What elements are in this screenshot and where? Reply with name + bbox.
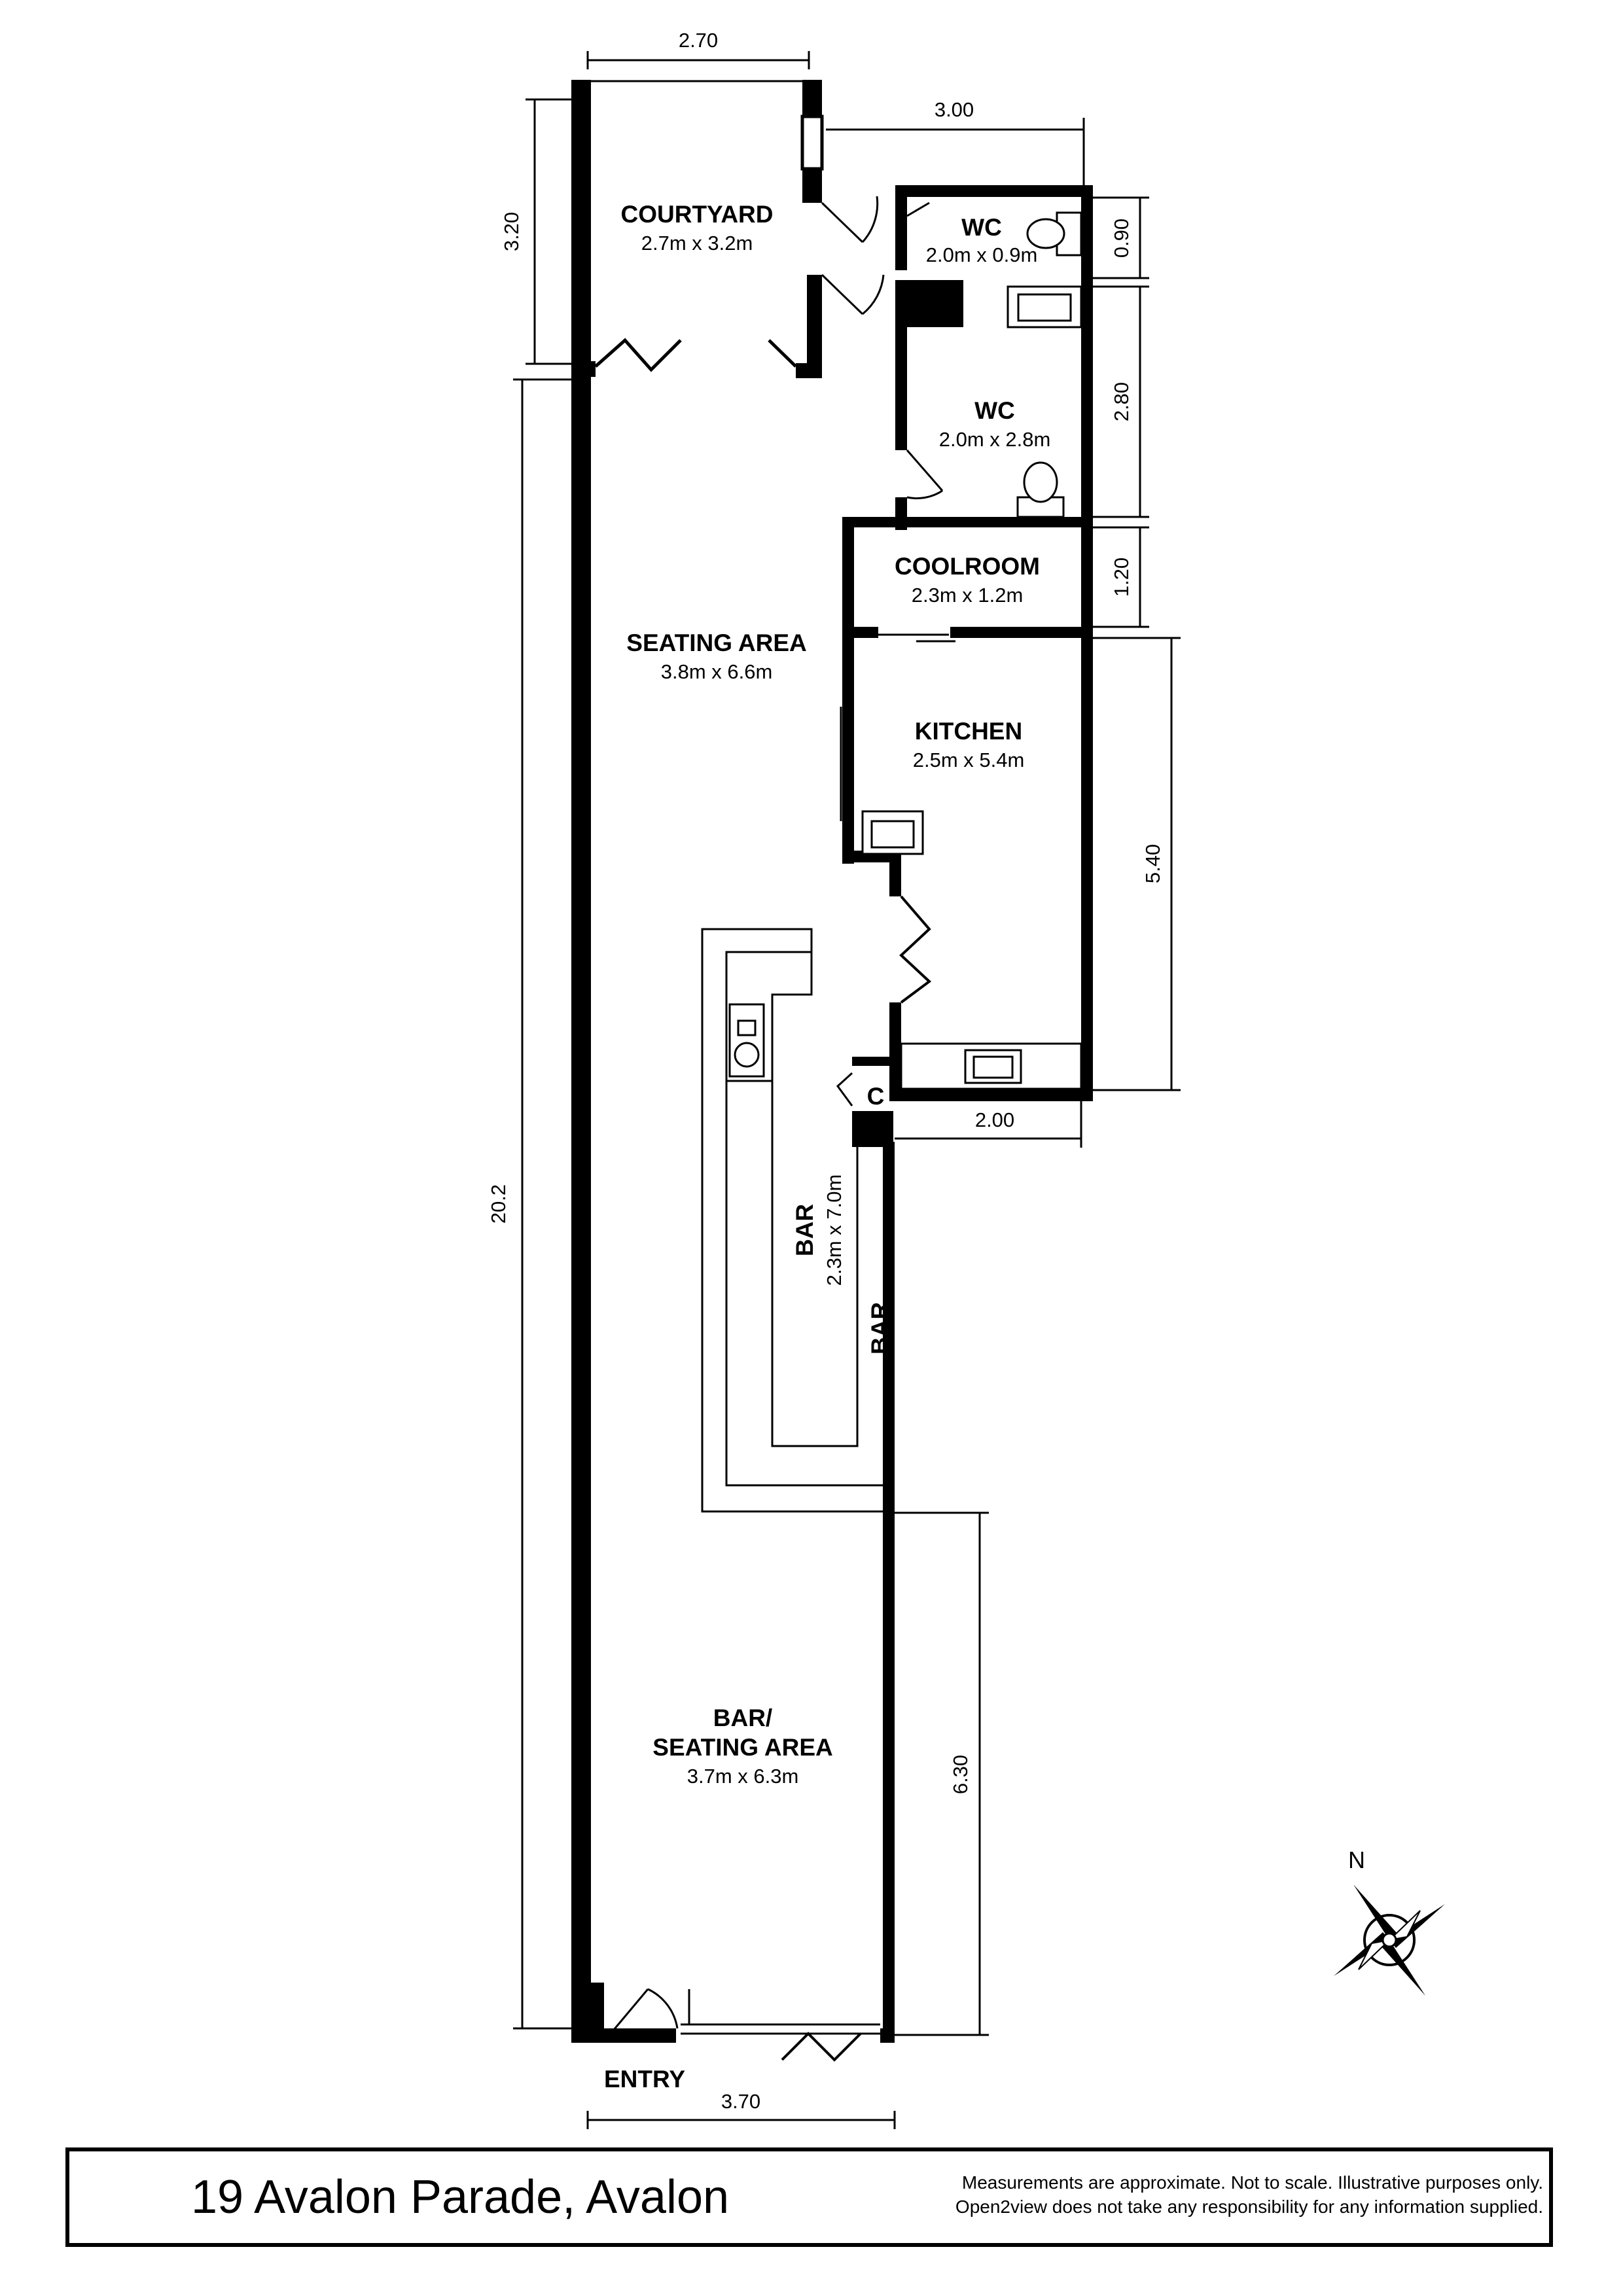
room-size-wc-top: 2.0m x 0.9m xyxy=(925,243,1038,266)
room-name-bar-seating-1: BAR/ xyxy=(713,1704,773,1731)
disclaimer-line-2: Open2view does not take any responsibility for any information supplied. xyxy=(955,2197,1543,2217)
room-size-bar-seating: 3.7m x 6.3m xyxy=(687,1765,799,1788)
room-name-coolroom: COOLROOM xyxy=(895,553,1040,580)
room-size-seating: 3.8m x 6.6m xyxy=(660,660,773,683)
compass-rose-icon xyxy=(1334,1846,1445,1996)
room-size-wc: 2.0m x 2.8m xyxy=(938,428,1051,451)
room-name-wc: WC xyxy=(974,397,1015,424)
dim-courtyard-height: 3.20 xyxy=(500,211,523,252)
room-size-bar: 2.3m x 7.0m xyxy=(823,1174,846,1286)
room-size-kitchen: 2.5m x 5.4m xyxy=(912,749,1025,771)
room-name-entry: ENTRY xyxy=(603,2066,686,2093)
room-name-bar-seating-2: SEATING AREA xyxy=(652,1734,833,1761)
dim-entry-width: 3.70 xyxy=(721,2090,761,2113)
footer xyxy=(67,2149,1551,2245)
north-label: N xyxy=(1348,1846,1365,1873)
room-labels xyxy=(604,201,1050,2093)
disclaimer-line-1: Measurements are approximate. Not to scale. Illustrative purposes only. xyxy=(961,2172,1543,2193)
dim-bar-seating-length: 6.30 xyxy=(949,1754,972,1795)
room-name-kitchen: KITCHEN xyxy=(914,718,1023,745)
dim-courtyard-width: 2.70 xyxy=(678,29,719,52)
dim-wc-block-width: 3.00 xyxy=(934,98,974,121)
dim-kitchen-width: 2.00 xyxy=(974,1108,1015,1131)
room-size-coolroom: 2.3m x 1.2m xyxy=(911,584,1024,607)
dim-kitchen-height: 5.40 xyxy=(1141,843,1164,884)
dim-total-length: 20.2 xyxy=(487,1184,510,1224)
toilet-bowl-icon xyxy=(1024,463,1057,502)
room-size-courtyard: 2.7m x 3.2m xyxy=(641,232,753,255)
dim-coolroom-height: 1.20 xyxy=(1110,557,1133,597)
dim-wc-top-height: 0.90 xyxy=(1110,218,1133,258)
address-title: 19 Avalon Parade, Avalon xyxy=(191,2171,730,2223)
room-name-cupboard: C xyxy=(866,1083,885,1110)
room-name-seating: SEATING AREA xyxy=(626,629,807,656)
room-name-courtyard: COURTYARD xyxy=(620,201,774,228)
room-name-bar-2: BAR xyxy=(866,1301,893,1355)
room-name-bar: BAR xyxy=(791,1203,818,1257)
room-name-wc-top: WC xyxy=(961,214,1002,241)
dim-wc-height: 2.80 xyxy=(1110,381,1133,422)
